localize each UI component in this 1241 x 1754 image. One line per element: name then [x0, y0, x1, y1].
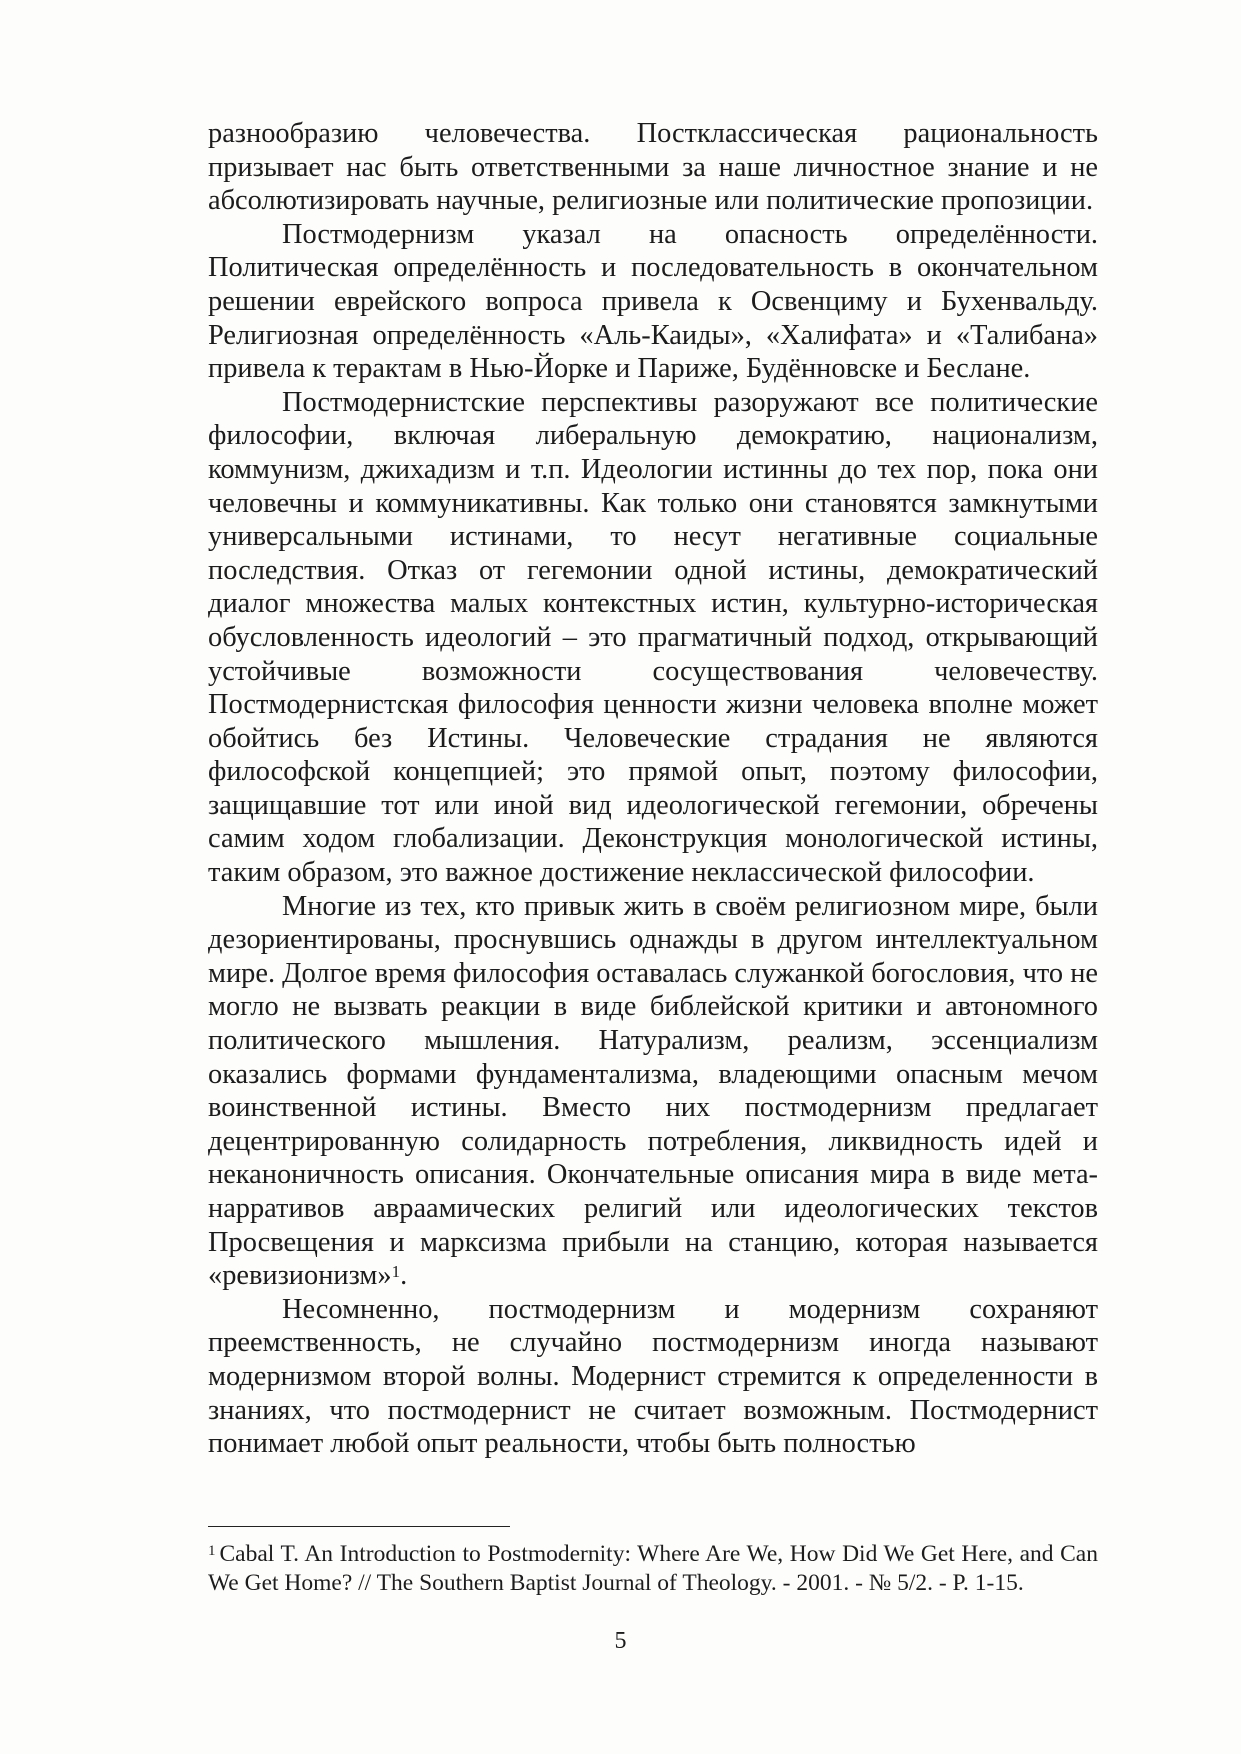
- footnote-text: Cabal T. An Introduction to Postmodernity: Where Are We, How Did We Get Here, and Can We Get Home? // The Southern Baptist Journal of Theology. - 2001. - № 5/2. - P. 1-15.: [208, 1541, 1098, 1596]
- paragraph-3-text: Постмодернистские перспективы разоружают все политические философии, включая либеральную демократию, национализм, коммунизм, джихадизм и т.п. Идеологии истинны до тех пор, пока они человечны и коммуникативны. Как только они становятся замкнутыми универсальными истинами, то несут негативные социальные последствия. Отказ от гегемонии одной истины, демократический диалог множества малых контекстных истин, культурно-историческая обусловленность идеологий – это прагматичный подход, открывающий устойчивые возможности сосуществования человечеству. Постмодернистская философия ценности жизни человека вполне может обойтись без Истины. Человеческие страдания не являются философской концепцией; это прямой опыт, поэтому философии, защищавшие тот или иной вид идеологической гегемонии, обречены самим ходом глобализации. Деконструкция монологической истины, таким образом, это важное достижение неклассической философии.: [208, 386, 1098, 889]
- paragraph-2: [208, 218, 1098, 386]
- paragraph-5-text: Несомненно, постмодернизм и модернизм сохраняют преемственность, не случайно постмодернизм иногда называют модернизмом второй волны. Модернист стремится к определенности в знаниях, что постмодернист не считает возможным. Постмодернист понимает любой опыт реальности, чтобы быть полностью: [208, 1293, 1098, 1460]
- paragraph-2-text: Постмодернизм указал на опасность определённости. Политическая определённость и последовательность в окончательном решении еврейского вопроса привела к Освенциму и Бухенвальду. Религиозная определённость «Аль-Каиды», «Халифата» и «Талибана» привела к терактам в Нью-Йорке и Париже, Будённовске и Беслане.: [208, 218, 1098, 385]
- footnote: [208, 1540, 1098, 1598]
- footnote-reference[interactable]: 1: [391, 1262, 401, 1282]
- paragraph-3: [208, 386, 1098, 890]
- footnote-mark: 1: [208, 1543, 216, 1559]
- paragraph-4-tail: .: [400, 1260, 408, 1292]
- page-number: 5: [614, 1628, 627, 1654]
- paragraph-5: [208, 1293, 1098, 1461]
- footnote-divider: [208, 1526, 510, 1527]
- paragraph-1: [208, 117, 1098, 218]
- paragraph-4-text: Многие из тех, кто привык жить в своём религиозном мире, были дезориентированы, проснувшись однажды в другом интеллектуальном мире. Долгое время философия оставалась служанкой богословия, что не могло не вызвать реакции в виде библейской критики и автономного политического мышления. Натурализм, реализм, эссенциализм оказались формами фундаментализма, владеющими опасным мечом воинственной истины. Вместо них постмодернизм предлагает децентрированную солидарность потребления, ликвидность идей и неканоничность описания. Окончательные описания мира в виде мета-нарративов авраамических религий или идеологических текстов Просвещения и марксизма прибыли на станцию, которая называется «ревизионизм»: [208, 890, 1098, 1292]
- body-text: [208, 117, 1098, 1461]
- paragraph-1-text: разнообразию человечества. Постклассическая рациональность призывает нас быть ответственными за наше личностное знание и не абсолютизировать научные, религиозные или политические пропозиции.: [208, 118, 1098, 217]
- paragraph-4: [208, 890, 1098, 1293]
